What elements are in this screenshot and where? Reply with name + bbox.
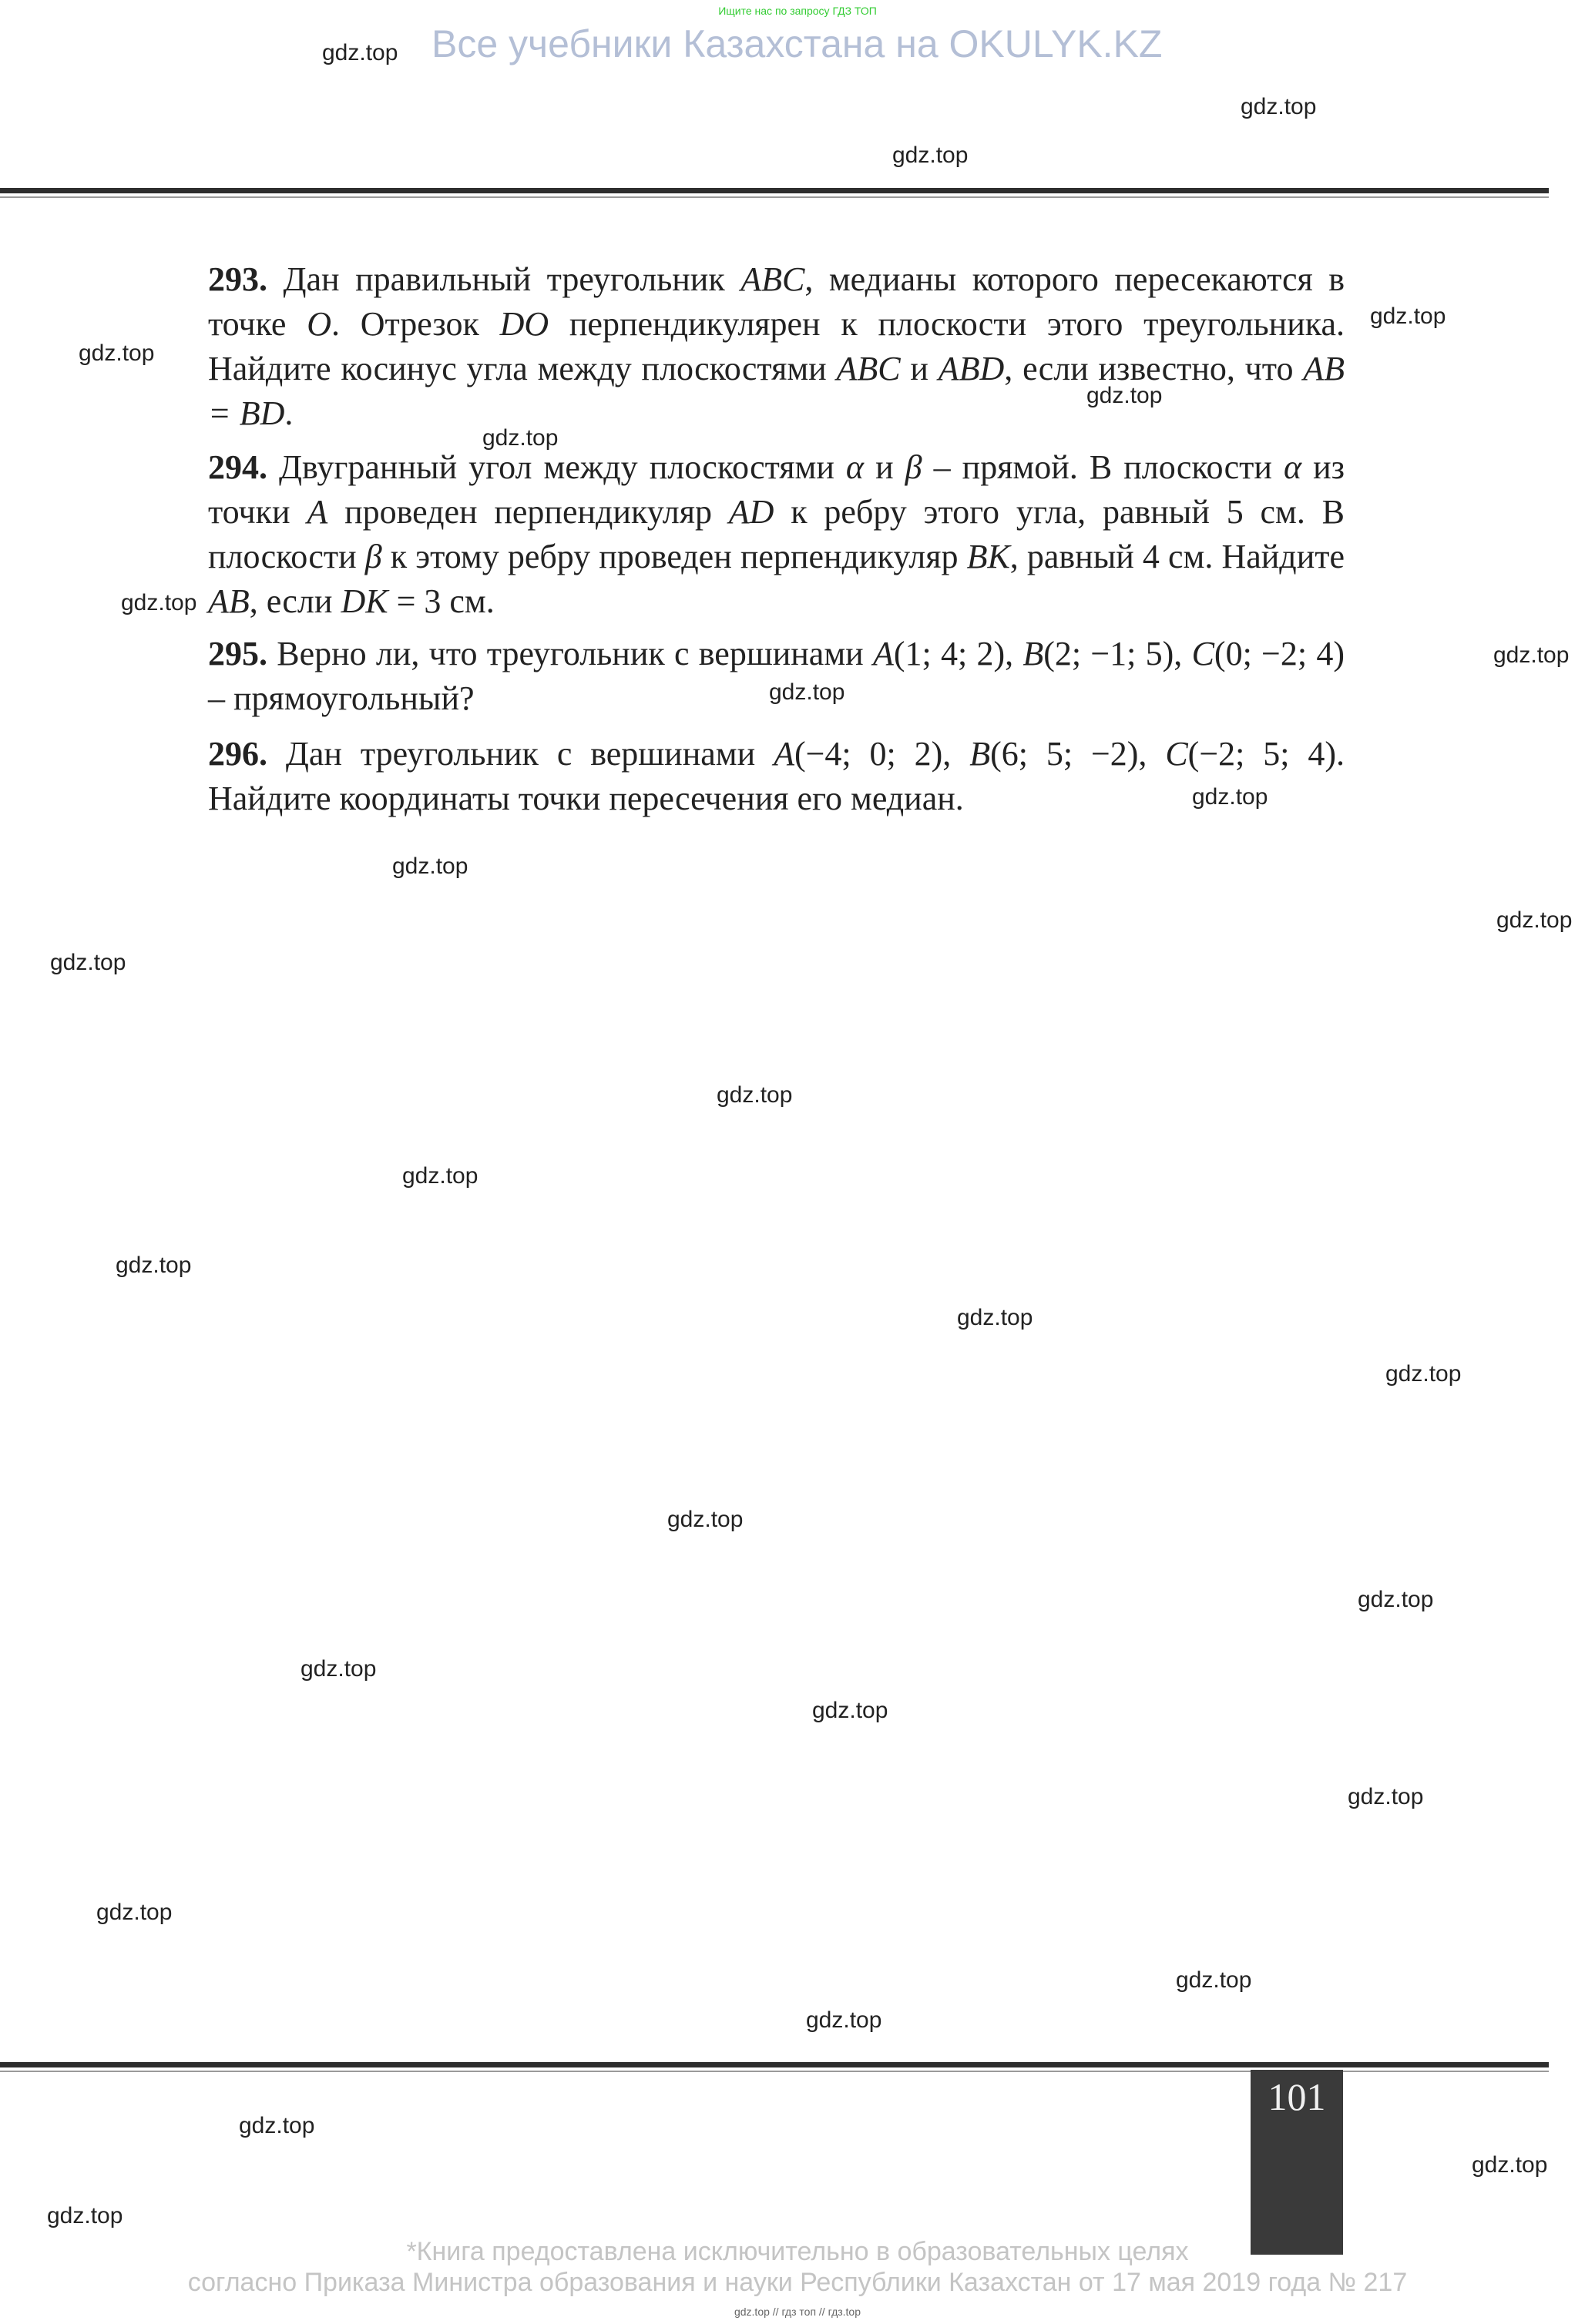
page-number: 101 — [1268, 2075, 1326, 2118]
problem-296: 296. Дан треугольник с вершинами A(−4; 0; 2), B(6; 5; −2), C(−2; 5; 4). Найдите координаты точки пересечения его медиан. — [208, 735, 1345, 817]
watermark: gdz.top — [957, 1305, 1033, 1330]
watermark: gdz.top — [482, 425, 559, 451]
problem-number: 294. — [208, 448, 267, 486]
problem-number: 296. — [208, 735, 267, 773]
header-rule — [0, 188, 1549, 193]
watermark: gdz.top — [392, 853, 468, 879]
header-rule-thin — [0, 196, 1549, 198]
problem-295: 295. Верно ли, что треугольник с вершинами A(1; 4; 2), B(2; −1; 5), C(0; −2; 4) – прямоугольный? — [208, 635, 1345, 717]
watermark: gdz.top — [1385, 1361, 1462, 1387]
watermark: gdz.top — [806, 2007, 882, 2033]
watermark: gdz.top — [96, 1900, 173, 1925]
watermark: gdz.top — [1086, 383, 1163, 408]
watermark: gdz.top — [1358, 1587, 1434, 1612]
problem-293: 293. Дан правильный треугольник ABC, медианы которого пересекаются в точке O. Отрезок DO перпендикулярен к плоскости этого треугольника. Найдите косинус угла между плоскостями ABC и ABD, если известно, что AB = BD. — [208, 260, 1345, 432]
watermark: gdz.top — [769, 679, 845, 705]
watermark: gdz.top — [1496, 907, 1573, 933]
watermark: gdz.top — [1370, 303, 1446, 329]
top-hint: Ищите нас по запросу ГДЗ ТОП — [718, 5, 877, 17]
watermark: gdz.top — [717, 1082, 793, 1108]
watermark: gdz.top — [1192, 784, 1268, 810]
watermark: gdz.top — [79, 340, 155, 366]
watermark: gdz.top — [1241, 94, 1317, 119]
watermark: gdz.top — [1472, 2152, 1548, 2178]
watermark: gdz.top — [892, 143, 969, 168]
watermark: gdz.top — [116, 1253, 192, 1278]
watermark: gdz.top — [667, 1507, 744, 1532]
watermark: gdz.top — [121, 590, 197, 615]
problem-number: 293. — [208, 260, 267, 298]
footer-line-2: согласно Приказа Министра образования и науки Республики Казахстан от 17 мая 2019 года № 217 — [187, 2268, 1408, 2297]
watermark: gdz.top — [1176, 1967, 1252, 1993]
watermark: gdz.top — [47, 2203, 123, 2228]
footer-line-1: *Книга предоставлена исключительно в образовательных целях — [406, 2237, 1189, 2266]
watermark: gdz.top — [322, 40, 398, 65]
watermark: gdz.top — [301, 1656, 377, 1682]
watermark: gdz.top — [1493, 642, 1570, 668]
watermark: gdz.top — [812, 1698, 888, 1723]
watermark: gdz.top — [402, 1163, 478, 1189]
watermark: gdz.top — [1348, 1784, 1424, 1809]
footer-rule — [0, 2062, 1549, 2067]
problem-294: 294. Двугранный угол между плоскостями α и β – прямой. В плоскости α из точки A проведен перпендикуляр AD к ребру этого угла, равный 5 см. В плоскости β к этому ребру проведен перпендикуляр BK, равный 4 см. Найдите AB, если DK = 3 см. — [208, 448, 1345, 620]
footer-tags: gdz.top // гдз топ // гдз.top — [734, 2306, 861, 2318]
watermark: gdz.top — [50, 950, 126, 975]
site-title[interactable]: Все учебники Казахстана на OKULYK.KZ — [431, 22, 1163, 65]
problem-number: 295. — [208, 635, 267, 672]
watermark: gdz.top — [239, 2113, 315, 2138]
